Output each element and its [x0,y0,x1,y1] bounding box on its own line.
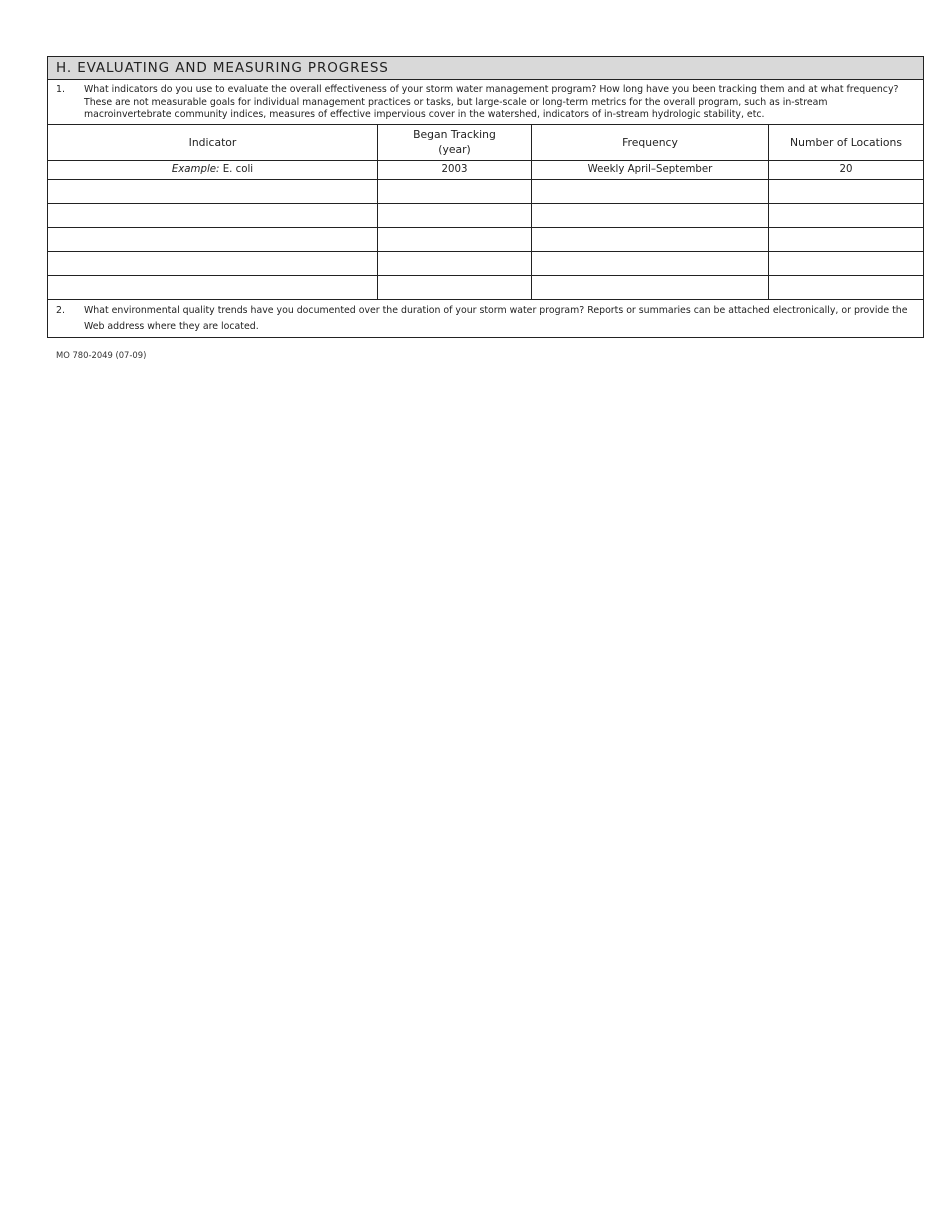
question-2-number: 2. [56,304,65,316]
locations-input-cell[interactable] [769,275,924,299]
frequency-input-cell[interactable] [532,203,769,227]
example-indicator: E. coli [222,164,254,175]
frequency-input-cell[interactable] [532,251,769,275]
example-indicator-cell [48,160,378,179]
question-1-text: What indicators do you use to evaluate the overall effectiveness of your storm water management program? How long have you been tracking them and at what frequency? These are not measurable goals for individual management practices or tasks, but large-scale or long-term metrics for the overall program, such as in-stream macroinvertebrate community indices, measures of effective impervious cover in the watershed, indicators of in-stream hydrologic stability, etc. [84,84,899,120]
header-began-tracking [378,124,532,160]
locations-input-cell[interactable] [769,179,924,203]
locations-input-cell[interactable] [769,227,924,251]
question-2-row [48,299,924,337]
section-title: H. EVALUATING AND MEASURING PROGRESS [48,57,924,80]
indicator-input-cell[interactable] [48,275,378,299]
frequency-input-cell[interactable] [532,275,769,299]
example-began-tracking: 2003 [378,160,532,179]
question-1-number: 1. [56,84,65,95]
indicator-input-cell[interactable] [48,203,378,227]
table-row [48,227,924,251]
began-tracking-input-cell[interactable] [378,275,532,299]
indicator-input-cell[interactable] [48,251,378,275]
header-number-of-locations: Number of Locations [769,124,924,160]
indicator-input-cell[interactable] [48,179,378,203]
frequency-input-cell[interactable] [532,227,769,251]
began-tracking-input-cell[interactable] [378,251,532,275]
began-tracking-input-cell[interactable] [378,203,532,227]
header-began-tracking-line1: Began Tracking [413,128,496,141]
section-header-row [48,57,924,80]
question-2-text: What environmental quality trends have you documented over the duration of your storm water program? Reports or summaries can be attached electronically, or provide the Web address where they are located. [84,304,908,332]
example-number-of-locations: 20 [769,160,924,179]
header-began-tracking-line2: (year) [438,143,471,156]
table-row [48,179,924,203]
evaluating-progress-form [47,56,924,338]
began-tracking-input-cell[interactable] [378,179,532,203]
form-number: MO 780-2049 (07-09) [56,350,147,360]
header-indicator: Indicator [48,124,378,160]
example-prefix: Example: [171,164,220,175]
example-row [48,160,924,179]
question-1-row [48,80,924,125]
question-2[interactable] [48,299,924,337]
table-row [48,251,924,275]
began-tracking-input-cell[interactable] [378,227,532,251]
header-frequency: Frequency [532,124,769,160]
example-frequency: Weekly April–September [532,160,769,179]
table-header-row [48,124,924,160]
table-row [48,275,924,299]
frequency-input-cell[interactable] [532,179,769,203]
table-row [48,203,924,227]
indicator-input-cell[interactable] [48,227,378,251]
locations-input-cell[interactable] [769,251,924,275]
question-1 [48,80,924,125]
locations-input-cell[interactable] [769,203,924,227]
